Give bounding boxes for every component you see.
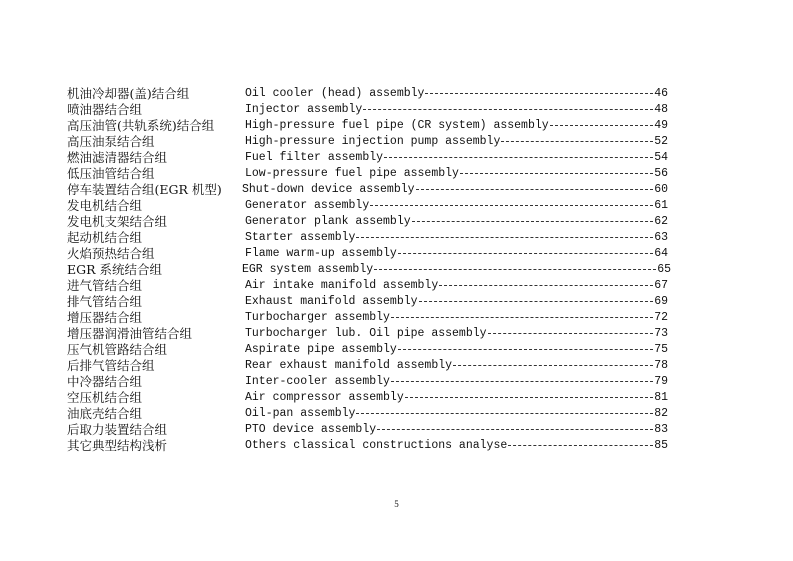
dot-leader (391, 381, 653, 382)
toc-entry-chinese-title: 油底壳结合组 (67, 406, 143, 421)
toc-entry-page-number: 64 (654, 247, 668, 260)
toc-entry-chinese-title: 起动机结合组 (67, 230, 143, 245)
toc-entry[interactable] (0, 246, 793, 262)
toc-entry-english-title: PTO device assembly (245, 423, 377, 436)
toc-entry-english-title: Low-pressure fuel pipe assembly (245, 167, 459, 180)
toc-entry[interactable] (0, 294, 793, 310)
toc-entry-english-title: Injector assembly (245, 103, 363, 116)
toc-entry-chinese-title: 低压油管结合组 (67, 166, 155, 181)
toc-entry-english (245, 406, 668, 422)
dot-leader (508, 445, 653, 446)
toc-entry-english-title: EGR system assembly (242, 263, 374, 276)
toc-entry-english-title: Oil cooler (head) assembly (245, 87, 425, 100)
toc-entry-page-number: 49 (654, 119, 668, 132)
dot-leader (405, 397, 653, 398)
toc-entry[interactable] (0, 262, 793, 278)
toc-entry-page-number: 83 (654, 423, 668, 436)
dot-leader (419, 301, 654, 302)
toc-entry[interactable] (0, 166, 793, 182)
toc-entry-page-number: 56 (654, 167, 668, 180)
toc-entry-page-number: 73 (654, 327, 668, 340)
toc-entry-english-title: Fuel filter assembly (245, 151, 384, 164)
toc-entry-english-title: Others classical constructions analyse (245, 439, 508, 452)
toc-entry-chinese-title: 空压机结合组 (67, 390, 143, 405)
toc-entry-english (245, 166, 668, 182)
page-number: 5 (394, 499, 399, 509)
toc-entry-english (245, 390, 668, 406)
toc-entry[interactable] (0, 406, 793, 422)
toc-entry-page-number: 67 (654, 279, 668, 292)
toc-entry-chinese-title: 发电机结合组 (67, 198, 143, 213)
toc-entry[interactable] (0, 150, 793, 166)
dot-leader (384, 157, 653, 158)
toc-entry-english-title: Generator plank assembly (245, 215, 411, 228)
toc-entry[interactable] (0, 374, 793, 390)
toc-entry-english (245, 422, 668, 438)
toc-entry-english (245, 438, 668, 454)
toc-entry-page-number: 54 (654, 151, 668, 164)
toc-entry-page-number: 46 (654, 87, 668, 100)
toc-entry-page-number: 61 (654, 199, 668, 212)
toc-entry[interactable] (0, 390, 793, 406)
toc-entry-english-title: Aspirate pipe assembly (245, 343, 397, 356)
toc-entry-chinese-title: 排气管结合组 (67, 294, 143, 309)
toc-entry-english (245, 150, 668, 166)
toc-entry-english (245, 358, 668, 374)
toc-entry[interactable] (0, 326, 793, 342)
toc-entry-page-number: 48 (654, 103, 668, 116)
toc-entry-english (245, 278, 668, 294)
toc-entry-english (242, 262, 671, 278)
toc-entry-english-title: Oil-pan assembly (245, 407, 356, 420)
toc-entry-english-title: Inter-cooler assembly (245, 375, 390, 388)
toc-entry[interactable] (0, 422, 793, 438)
toc-entry[interactable] (0, 230, 793, 246)
toc-entry-chinese-title: EGR 系统结合组 (67, 262, 162, 277)
toc-entry-chinese-title: 发电机支架结合组 (67, 214, 168, 229)
toc-entry[interactable] (0, 438, 793, 454)
toc-entry-page-number: 82 (654, 407, 668, 420)
toc-entry-english-title: Turbocharger assembly (245, 311, 390, 324)
dot-leader (370, 205, 653, 206)
toc-entry-chinese-title: 其它典型结构浅析 (67, 438, 168, 453)
dot-leader (439, 285, 653, 286)
toc-entry-english (245, 198, 668, 214)
toc-entry-page-number: 69 (654, 295, 668, 308)
toc-entry-chinese-title: 压气机管路结合组 (67, 342, 168, 357)
dot-leader (460, 173, 653, 174)
toc-entry-english-title: Generator assembly (245, 199, 370, 212)
toc-entry[interactable] (0, 278, 793, 294)
toc-entry[interactable] (0, 198, 793, 214)
toc-entry-english-title: Rear exhaust manifold assembly (245, 359, 453, 372)
toc-entry-english-title: Air compressor assembly (245, 391, 404, 404)
toc-entry-english (245, 230, 668, 246)
toc-entry[interactable] (0, 214, 793, 230)
dot-leader (453, 365, 653, 366)
dot-leader (425, 93, 653, 94)
toc-entry-page-number: 52 (654, 135, 668, 148)
toc-entry-english (242, 182, 668, 198)
toc-entry-english (245, 118, 668, 134)
dot-leader (356, 413, 653, 414)
toc-entry-english-title: High-pressure fuel pipe (CR system) assembly (245, 119, 549, 132)
toc-entry-english (245, 246, 668, 262)
toc-entry-page-number: 79 (654, 375, 668, 388)
toc-entry-english (245, 310, 668, 326)
toc-entry-page-number: 63 (654, 231, 668, 244)
toc-entry[interactable] (0, 342, 793, 358)
dot-leader (398, 349, 653, 350)
toc-entry-chinese-title: 停车装置结合组(EGR 机型) (67, 182, 222, 197)
toc-entry-english-title: Air intake manifold assembly (245, 279, 439, 292)
dot-leader (501, 141, 653, 142)
toc-entry-page-number: 78 (654, 359, 668, 372)
toc-entry-english-title: Flame warm-up assembly (245, 247, 397, 260)
toc-entry[interactable] (0, 86, 793, 102)
toc-entry-chinese-title: 燃油滤清器结合组 (67, 150, 168, 165)
toc-entry-chinese-title: 火焰预热结合组 (67, 246, 155, 261)
toc-entry-page-number: 72 (654, 311, 668, 324)
toc-entry-english-title: Exhaust manifold assembly (245, 295, 418, 308)
toc-entry-english (245, 374, 668, 390)
toc-entry-page-number: 75 (654, 343, 668, 356)
toc-entry-chinese-title: 后取力装置结合组 (67, 422, 168, 437)
toc-entry[interactable] (0, 134, 793, 150)
toc-entry-chinese-title: 机油冷却器(盖)结合组 (67, 86, 190, 101)
table-of-contents (0, 86, 793, 454)
toc-entry-chinese-title: 后排气管结合组 (67, 358, 155, 373)
dot-leader (377, 429, 653, 430)
toc-entry-chinese-title: 增压器润滑油管结合组 (67, 326, 193, 341)
toc-entry-english (245, 342, 668, 358)
dot-leader (374, 269, 656, 270)
dot-leader (391, 317, 653, 318)
dot-leader (416, 189, 654, 190)
dot-leader (412, 221, 654, 222)
toc-entry-english-title: Starter assembly (245, 231, 356, 244)
toc-entry-chinese-title: 中冷器结合组 (67, 374, 143, 389)
toc-entry-page-number: 60 (654, 183, 668, 196)
toc-entry-page-number: 62 (654, 215, 668, 228)
dot-leader (363, 109, 653, 110)
dot-leader (398, 253, 653, 254)
toc-entry-english-title: High-pressure injection pump assembly (245, 135, 501, 148)
toc-entry-chinese-title: 增压器结合组 (67, 310, 143, 325)
toc-entry-page-number: 81 (654, 391, 668, 404)
toc-entry-chinese-title: 高压油管(共轨系统)结合组 (67, 118, 215, 133)
toc-entry-english (245, 134, 668, 150)
toc-entry-page-number: 65 (657, 263, 671, 276)
toc-entry[interactable] (0, 310, 793, 326)
toc-entry-page-number: 85 (654, 439, 668, 452)
toc-entry-chinese-title: 高压油泵结合组 (67, 134, 155, 149)
toc-entry-chinese-title: 喷油器结合组 (67, 102, 143, 117)
dot-leader (488, 333, 654, 334)
toc-entry-chinese-title: 进气管结合组 (67, 278, 143, 293)
dot-leader (550, 125, 654, 126)
toc-entry-english (245, 294, 668, 310)
dot-leader (356, 237, 653, 238)
toc-entry-english-title: Shut-down device assembly (242, 183, 415, 196)
toc-entry[interactable] (0, 358, 793, 374)
toc-entry-english-title: Turbocharger lub. Oil pipe assembly (245, 327, 487, 340)
toc-entry[interactable] (0, 102, 793, 118)
toc-entry-english (245, 102, 668, 118)
toc-entry[interactable] (0, 118, 793, 134)
toc-entry[interactable] (0, 182, 793, 198)
toc-entry-english (245, 326, 668, 342)
toc-entry-english (245, 214, 668, 230)
toc-entry-english (245, 86, 668, 102)
